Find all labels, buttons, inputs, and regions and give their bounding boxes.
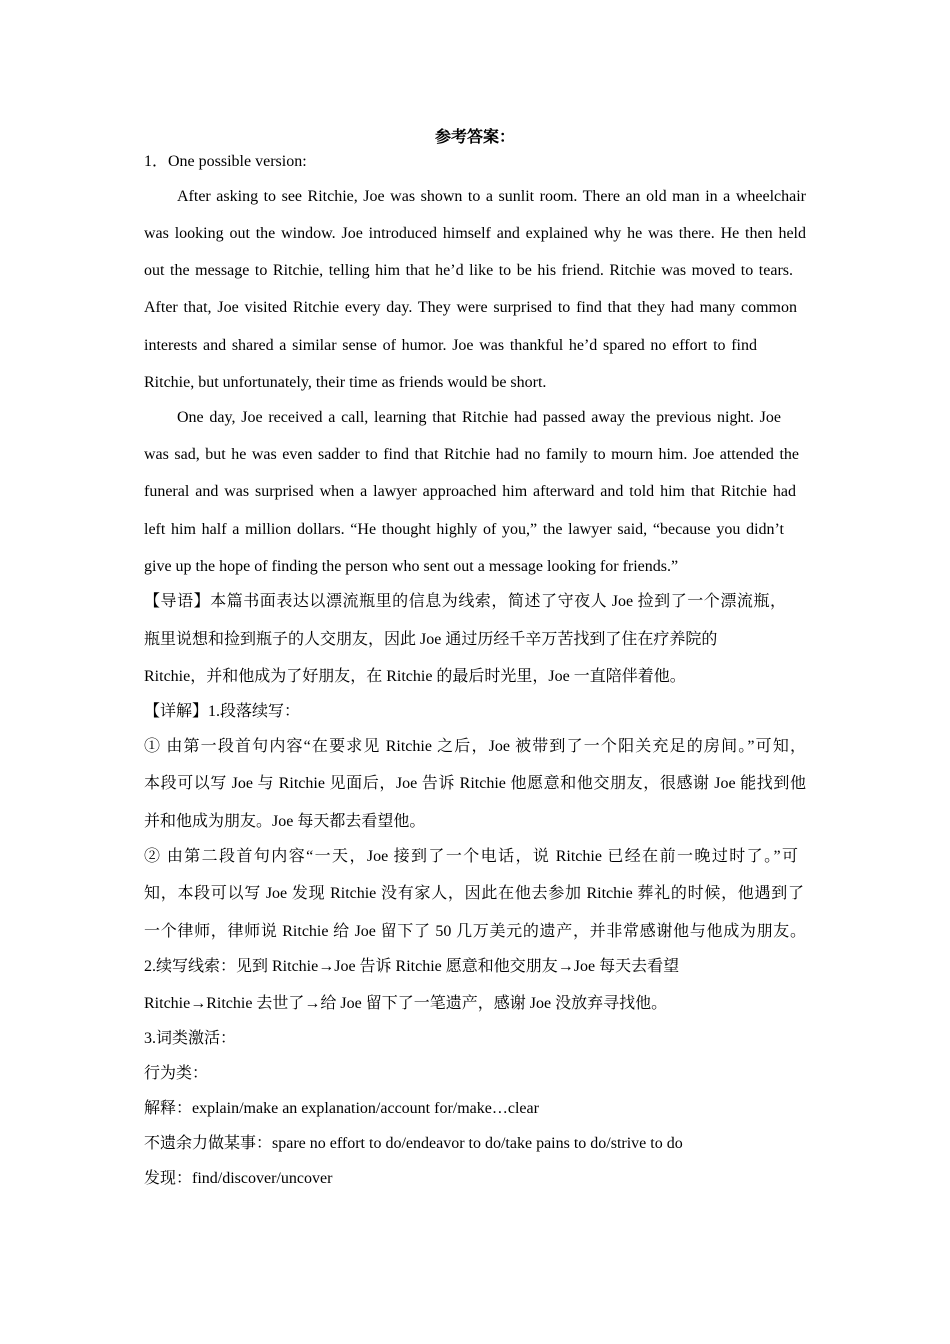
guide-line-3: Ritchie，并和他成为了好朋友，在 Ritchie 的最后时光里，Joe 一直陪伴着他。 <box>144 668 686 685</box>
guide-line-2: 瓶里说想和捡到瓶子的人交朋友，因此 Joe 通过历经千辛万苦找到了住在疗养院的 <box>144 631 718 648</box>
guide-line-1: 【导语】本篇书面表达以漂流瓶里的信息为线索，简述了守夜人 Joe 捡到了一个漂流瓶， <box>144 593 786 610</box>
vocab-spare-no-effort: 不遗余力做某事：spare no effort to do/endeavor to do/take pains to do/strive to do <box>144 1135 683 1152</box>
vocab-find: 发现：find/discover/uncover <box>144 1170 333 1187</box>
clue-line-1: 2.续写线索：见到 Ritchie→Joe 告诉 Ritchie 愿意和他交朋友→Joe 每天去看望 <box>144 958 680 975</box>
paragraph-2-line-5: give up the hope of finding the person who sent out a message looking for friends.” <box>144 558 679 575</box>
detail-heading: 【详解】1.段落续写： <box>144 703 301 720</box>
paragraph-2-line-3: funeral and was surprised when a lawyer approached him afterward and told him that Ritchie had <box>144 483 796 500</box>
clue-line-2: Ritchie→Ritchie 去世了→给 Joe 留下了一笔遗产，感谢 Joe 没放弃寻找他。 <box>144 995 668 1012</box>
paragraph-2-line-1: One day, Joe received a call, learning that Ritchie had passed away the previous night. Joe <box>177 409 781 426</box>
paragraph-2-line-2: was sad, but he was even sadder to find that Ritchie had no family to mourn him. Joe attended the <box>144 446 799 463</box>
paragraph-2-line-4: left him half a million dollars. “He thought highly of you,” the lawyer said, “because you didn’t <box>144 521 784 538</box>
paragraph-1-line-2: was looking out the window. Joe introduced himself and explained why he was there. He then held <box>144 225 806 242</box>
answer-number: 1．One possible version: <box>144 153 307 170</box>
paragraph-1-line-4: After that, Joe visited Ritchie every day. They were surprised to find that they had many common <box>144 299 797 316</box>
vocab-explain: 解释：explain/make an explanation/account for/make…clear <box>144 1100 539 1117</box>
paragraph-1-line-5: interests and shared a similar sense of humor. Joe was thankful he’d spared no effort to find <box>144 337 757 354</box>
detail-1-line-3: 并和他成为朋友。Joe 每天都去看望他。 <box>144 813 426 830</box>
detail-1-line-1: ① 由第一段首句内容“在要求见 Ritchie 之后，Joe 被带到了一个阳关充足的房间。”可知， <box>144 738 806 755</box>
paragraph-1-line-6: Ritchie, but unfortunately, their time as friends would be short. <box>144 374 547 391</box>
detail-1-line-2: 本段可以写 Joe 与 Ritchie 见面后，Joe 告诉 Ritchie 他愿意和他交朋友，很感谢 Joe 能找到他 <box>144 775 806 792</box>
behavior-category: 行为类： <box>144 1065 209 1082</box>
paragraph-1-line-3: out the message to Ritchie, telling him that he’d like to be his friend. Ritchie was moved to tears. <box>144 262 793 279</box>
page-title: 参考答案： <box>434 129 515 146</box>
detail-2-line-2: 知，本段可以写 Joe 发现 Ritchie 没有家人，因此在他去参加 Ritchie 葬礼的时候，他遇到了 <box>144 885 804 902</box>
detail-2-line-1: ② 由第二段首句内容“一天，Joe 接到了一个电话，说 Ritchie 已经在前一晚过时了。”可 <box>144 848 798 865</box>
word-activation-heading: 3.词类激活： <box>144 1030 237 1047</box>
paragraph-1-line-1: After asking to see Ritchie, Joe was shown to a sunlit room. There an old man in a wheelchair <box>177 188 806 205</box>
detail-2-line-3: 一个律师，律师说 Ritchie 给 Joe 留下了 50 几万美元的遗产，并非常感谢他与他成为朋友。 <box>144 923 806 940</box>
